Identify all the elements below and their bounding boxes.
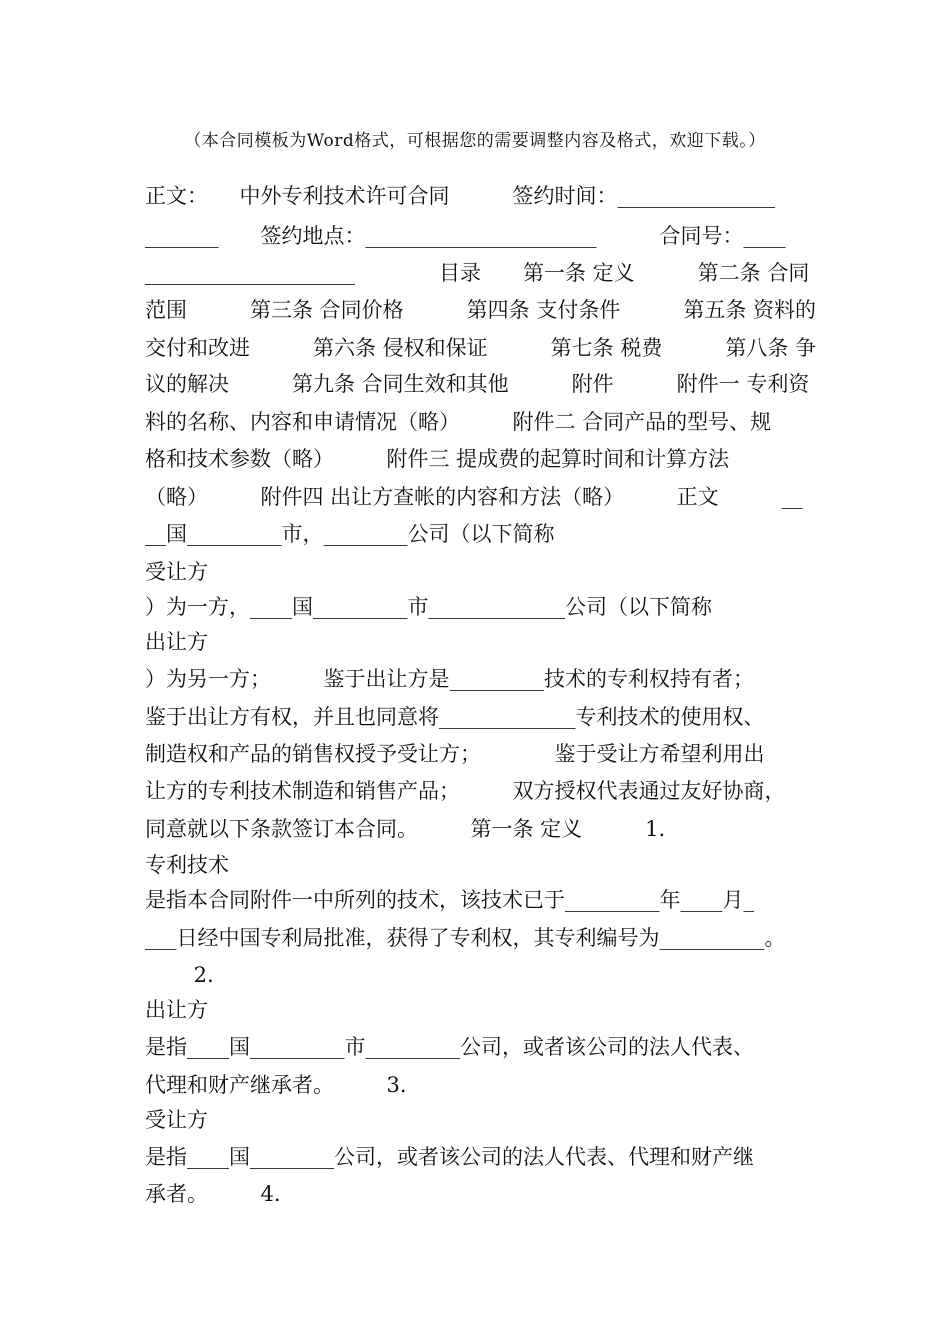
text-line: 让方的专利技术制造和销售产品； 双方授权代表通过友好协商， (145, 779, 786, 803)
template-note: （本合同模板为Word格式，可根据您的需要调整内容及格式，欢迎下载。） (184, 131, 766, 151)
text-line: 议的解决 第九条 合同生效和其他 附件 附件一 专利资 (145, 372, 810, 396)
text-line: 同意就以下条款签订本合同。 第一条 定义 1. (145, 817, 666, 841)
text-line: ___日经中国专利局批准，获得了专利权，其专利编号为__________。 (145, 926, 786, 950)
text-line: 2. (145, 963, 214, 987)
text-line: 出让方 (145, 630, 208, 654)
text-line: 范围 第三条 合同价格 第四条 支付条件 第五条 资料的 (145, 298, 817, 322)
text-line: 交付和改进 第六条 侵权和保证 第七条 税费 第八条 争 (145, 336, 817, 360)
text-line: 承者。 4. (145, 1182, 281, 1206)
text-line: 受让方 (145, 560, 208, 584)
text-line: ____________________ 目录 第一条 定义 第二条 合同 (145, 261, 810, 285)
text-line: 制造权和产品的销售权授予受让方； 鉴于受让方希望利用出 (145, 742, 765, 766)
text-line: ）为另一方； 鉴于出让方是_________技术的专利权持有者； (145, 667, 754, 691)
text-line: 代理和财产继承者。 3. (145, 1073, 407, 1097)
text-line: 是指____国________公司，或者该公司的法人代表、代理和财产继 (145, 1145, 754, 1169)
text-line: 正文： 中外专利技术许可合同 签约时间：_______________ (145, 184, 775, 208)
text-line: 格和技术参数（略） 附件三 提成费的起算时间和计算方法 (145, 447, 730, 471)
text-line: 出让方 (145, 998, 208, 1022)
text-line: 受让方 (145, 1108, 208, 1132)
text-line: _______ 签约地点：______________________ 合同号：____ (145, 224, 786, 248)
text-line: ）为一方，____国_________市_____________公司（以下简称 (145, 595, 712, 619)
text-line: 专利技术 (145, 853, 229, 877)
text-line: （略） 附件四 出让方查帐的内容和方法（略） 正文 __ (145, 485, 803, 509)
text-line: __国_________市，________公司（以下简称 (145, 522, 555, 546)
text-line: 鉴于出让方有权，并且也同意将_____________专利技术的使用权、 (145, 705, 765, 729)
text-line: 料的名称、内容和申请情况（略） 附件二 合同产品的型号、规 (145, 410, 772, 434)
text-line: 是指本合同附件一中所列的技术，该技术已于_________年____月_ (145, 888, 754, 912)
text-line: 是指____国_________市_________公司，或者该公司的法人代表、 (145, 1035, 754, 1059)
